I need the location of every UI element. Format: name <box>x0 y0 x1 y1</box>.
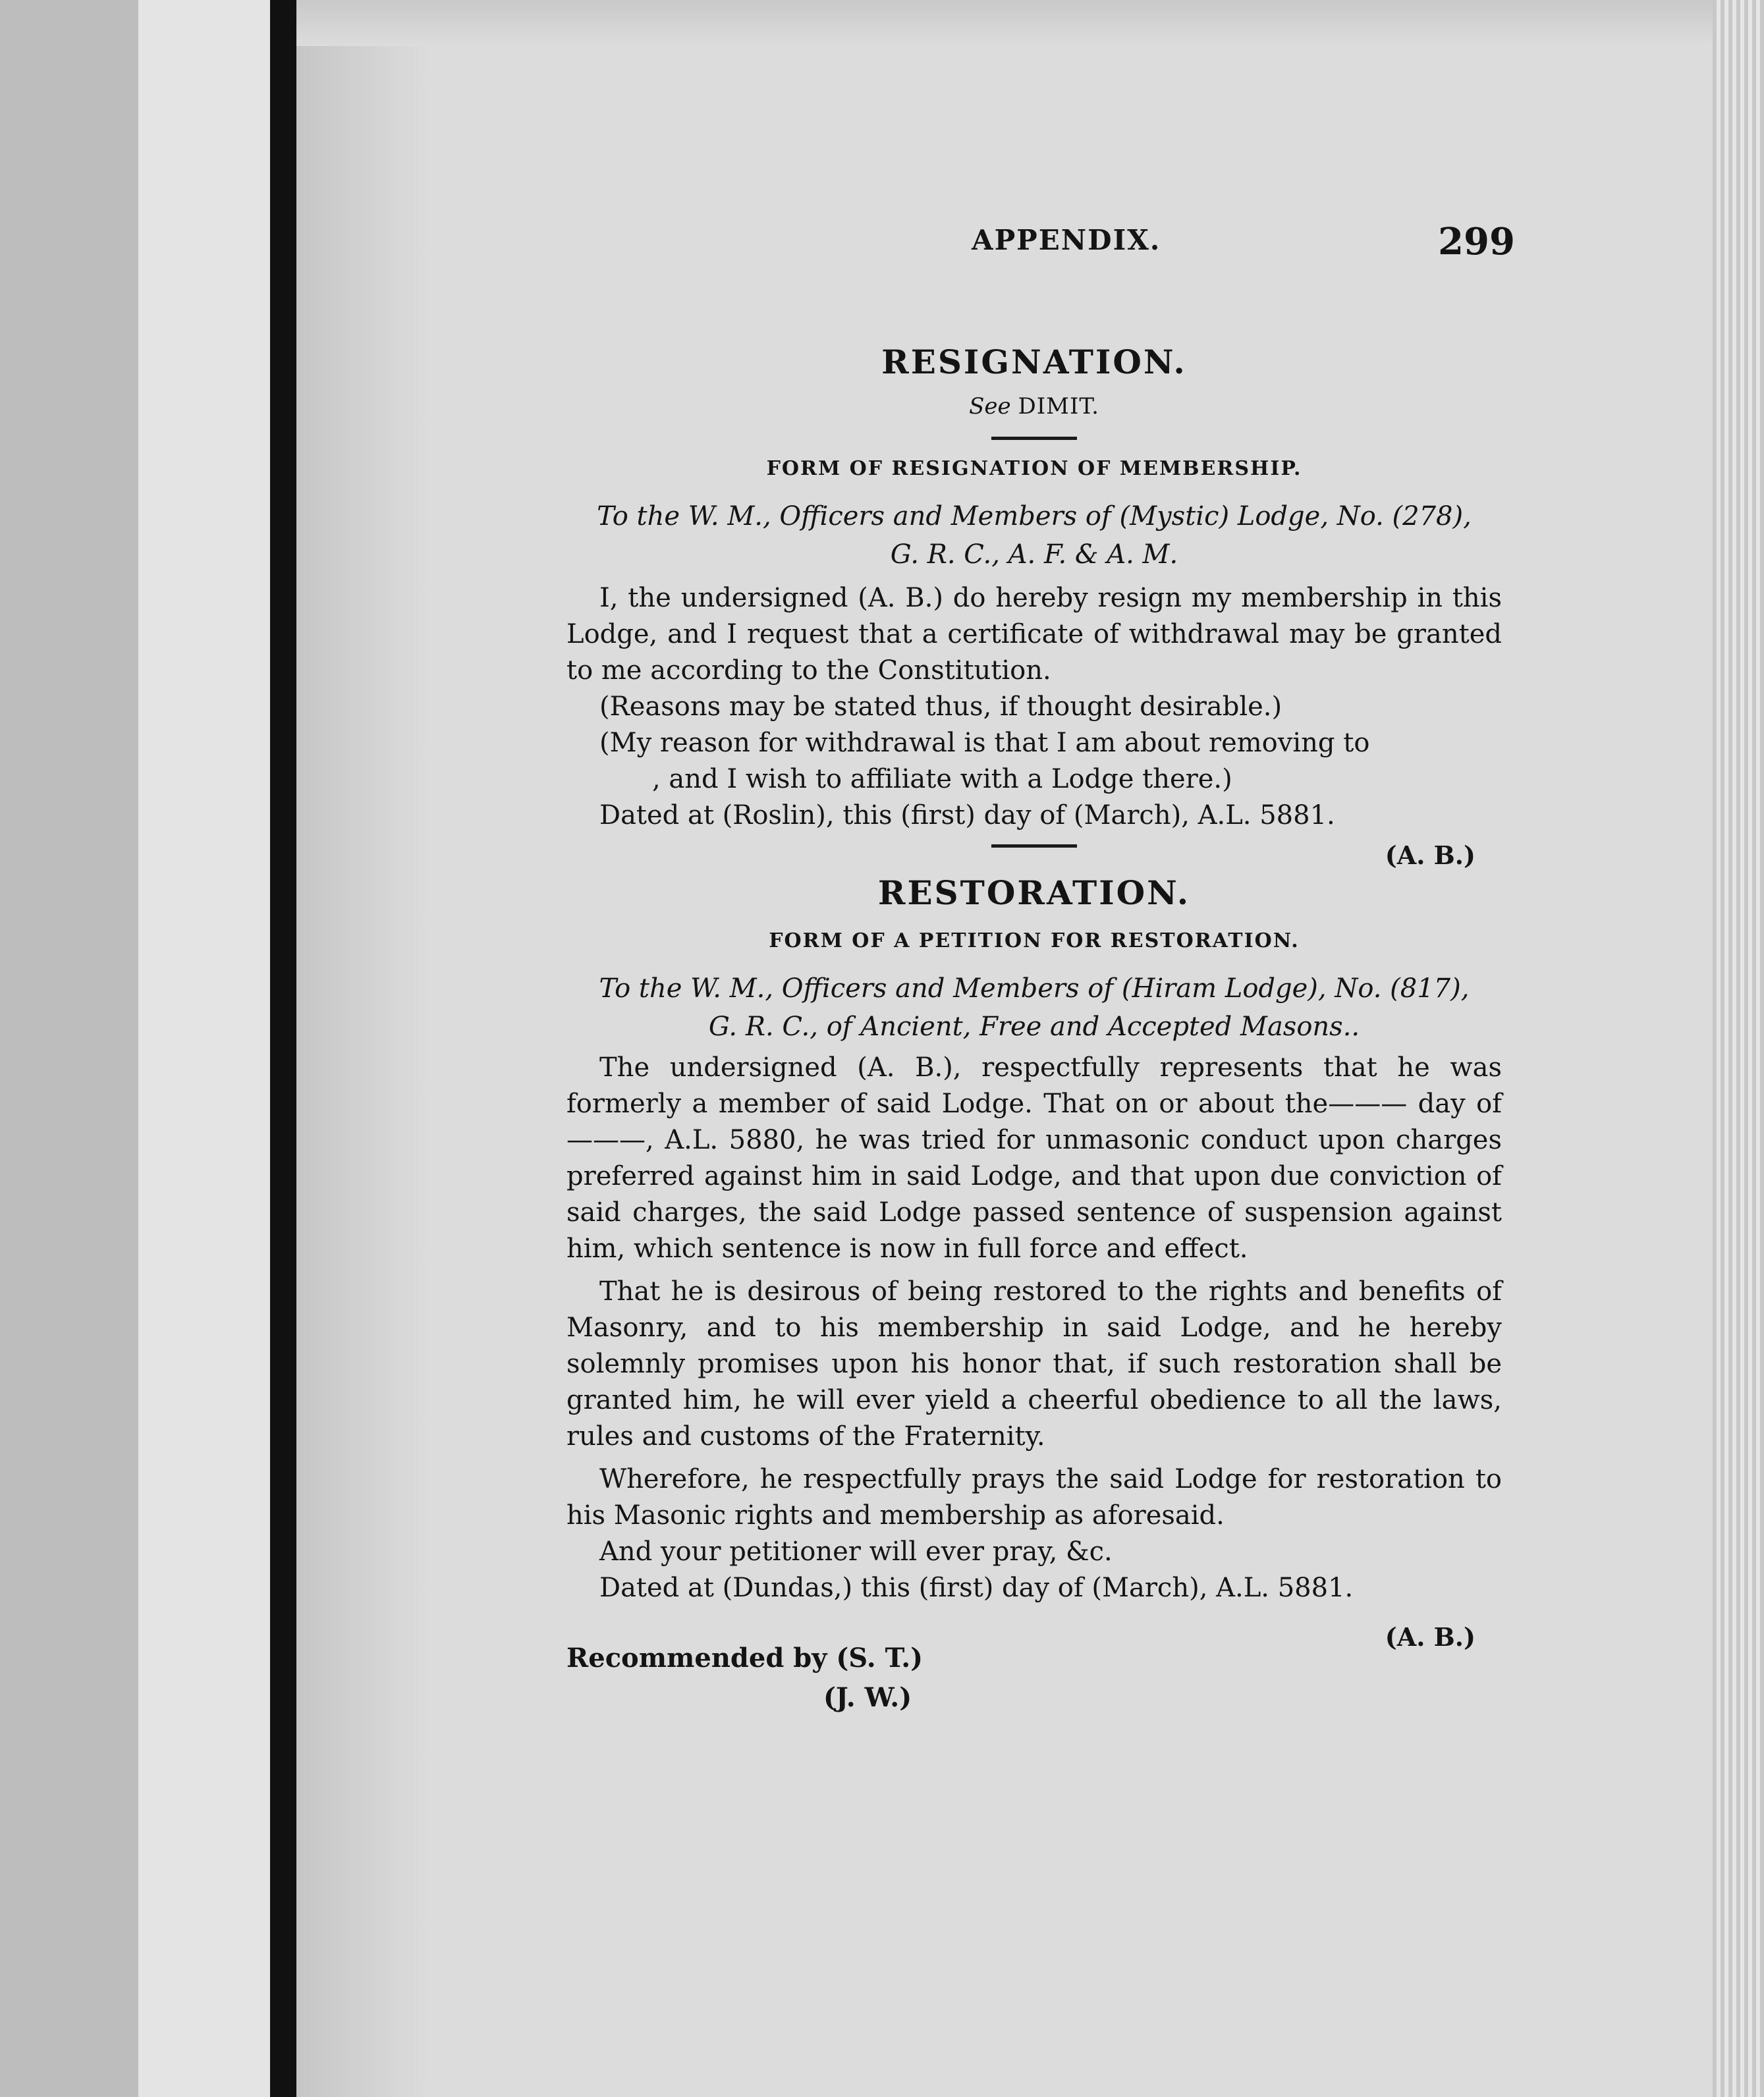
running-head-title: APPENDIX. <box>972 224 1161 256</box>
restoration-paragraph: And your petitioner will ever pray, &c. <box>599 1537 1113 1567</box>
address-line: G. R. C., of Ancient, Free and Accepted Masons.. <box>708 1012 1360 1042</box>
see-italic: See <box>969 393 1011 420</box>
resignation-section <box>566 342 1502 873</box>
restoration-paragraph: Wherefore, he respectfully prays the said Lodge for restoration to his Masonic rights and membership as aforesaid. <box>566 1464 1502 1531</box>
restoration-section <box>566 873 1502 1718</box>
restoration-dated: Dated at (Dundas,) this (first) day of (March), A.L. 5881. <box>599 1573 1354 1603</box>
page-number: 299 <box>1438 220 1515 263</box>
scan-left-margin <box>0 0 138 2097</box>
resignation-signature: (A. B.) <box>1385 840 1475 870</box>
reason-line: , and I wish to affiliate with a Lodge there.) <box>652 764 1232 794</box>
restoration-heading: RESTORATION. <box>877 873 1191 912</box>
page-shadow <box>296 0 428 2097</box>
resignation-dated: Dated at (Roslin), this (first) day of (March), A.L. 5881. <box>599 800 1335 831</box>
divider <box>991 844 1077 848</box>
reason-line: (My reason for withdrawal is that I am about removing to <box>599 728 1370 758</box>
resignation-heading: RESIGNATION. <box>881 342 1187 381</box>
address-line: To the W. M., Officers and Members of (Hiram Lodge), No. (817), <box>599 973 1470 1004</box>
page-top-edge <box>296 0 1732 46</box>
restoration-signature: (A. B.) <box>1385 1622 1475 1652</box>
page-content <box>566 211 1515 1718</box>
resignation-form-title: FORM OF RESIGNATION OF MEMBERSHIP. <box>766 457 1302 480</box>
recommended-by: Recommended by (S. T.) <box>566 1643 923 1674</box>
restoration-address <box>566 969 1502 1046</box>
address-line: G. R. C., A. F. & A. M. <box>890 539 1178 570</box>
page-stack-edge <box>1713 0 1764 2097</box>
restoration-form-title: FORM OF A PETITION FOR RESTORATION. <box>769 929 1300 952</box>
resignation-address <box>566 497 1502 574</box>
restoration-paragraph: That he is desirous of being restored to the rights and benefits of Masonry, and to his membership in said Lodge, and he hereby solemnly promises upon his honor that, if such restoration shall be granted him, he will ever yield a cheerful obedience to all the laws, rules and customs of the Fraternity. <box>566 1276 1502 1452</box>
see-ref: DIMIT. <box>1018 393 1099 420</box>
resignation-sign-row <box>566 834 1502 873</box>
resignation-body: I, the undersigned (A. B.) do hereby resign my membership in this Lodge, and I request that a certificate of withdrawal may be granted to me according to the Constitution. <box>566 583 1502 686</box>
reasons-note: (Reasons may be stated thus, if thought desirable.) <box>599 692 1282 722</box>
book-gutter <box>270 0 296 2097</box>
restoration-paragraph: The undersigned (A. B.), respectfully represents that he was formerly a member of said Lodge. That on or about the——— day of———, A.L. 5880, he was tried for unmasonic conduct upon charges preferred against him in said Lodge, and that upon due conviction of said charges, the said Lodge passed sentence of suspension against him, which sentence is now in full force and effect. <box>566 1052 1502 1264</box>
address-line: To the W. M., Officers and Members of (Mystic) Lodge, No. (278), <box>597 501 1472 531</box>
see-reference <box>566 393 1502 420</box>
running-head <box>566 211 1515 270</box>
book-edge-strip <box>138 0 270 2097</box>
divider <box>991 437 1077 440</box>
recommended-second: (J. W.) <box>823 1682 912 1713</box>
